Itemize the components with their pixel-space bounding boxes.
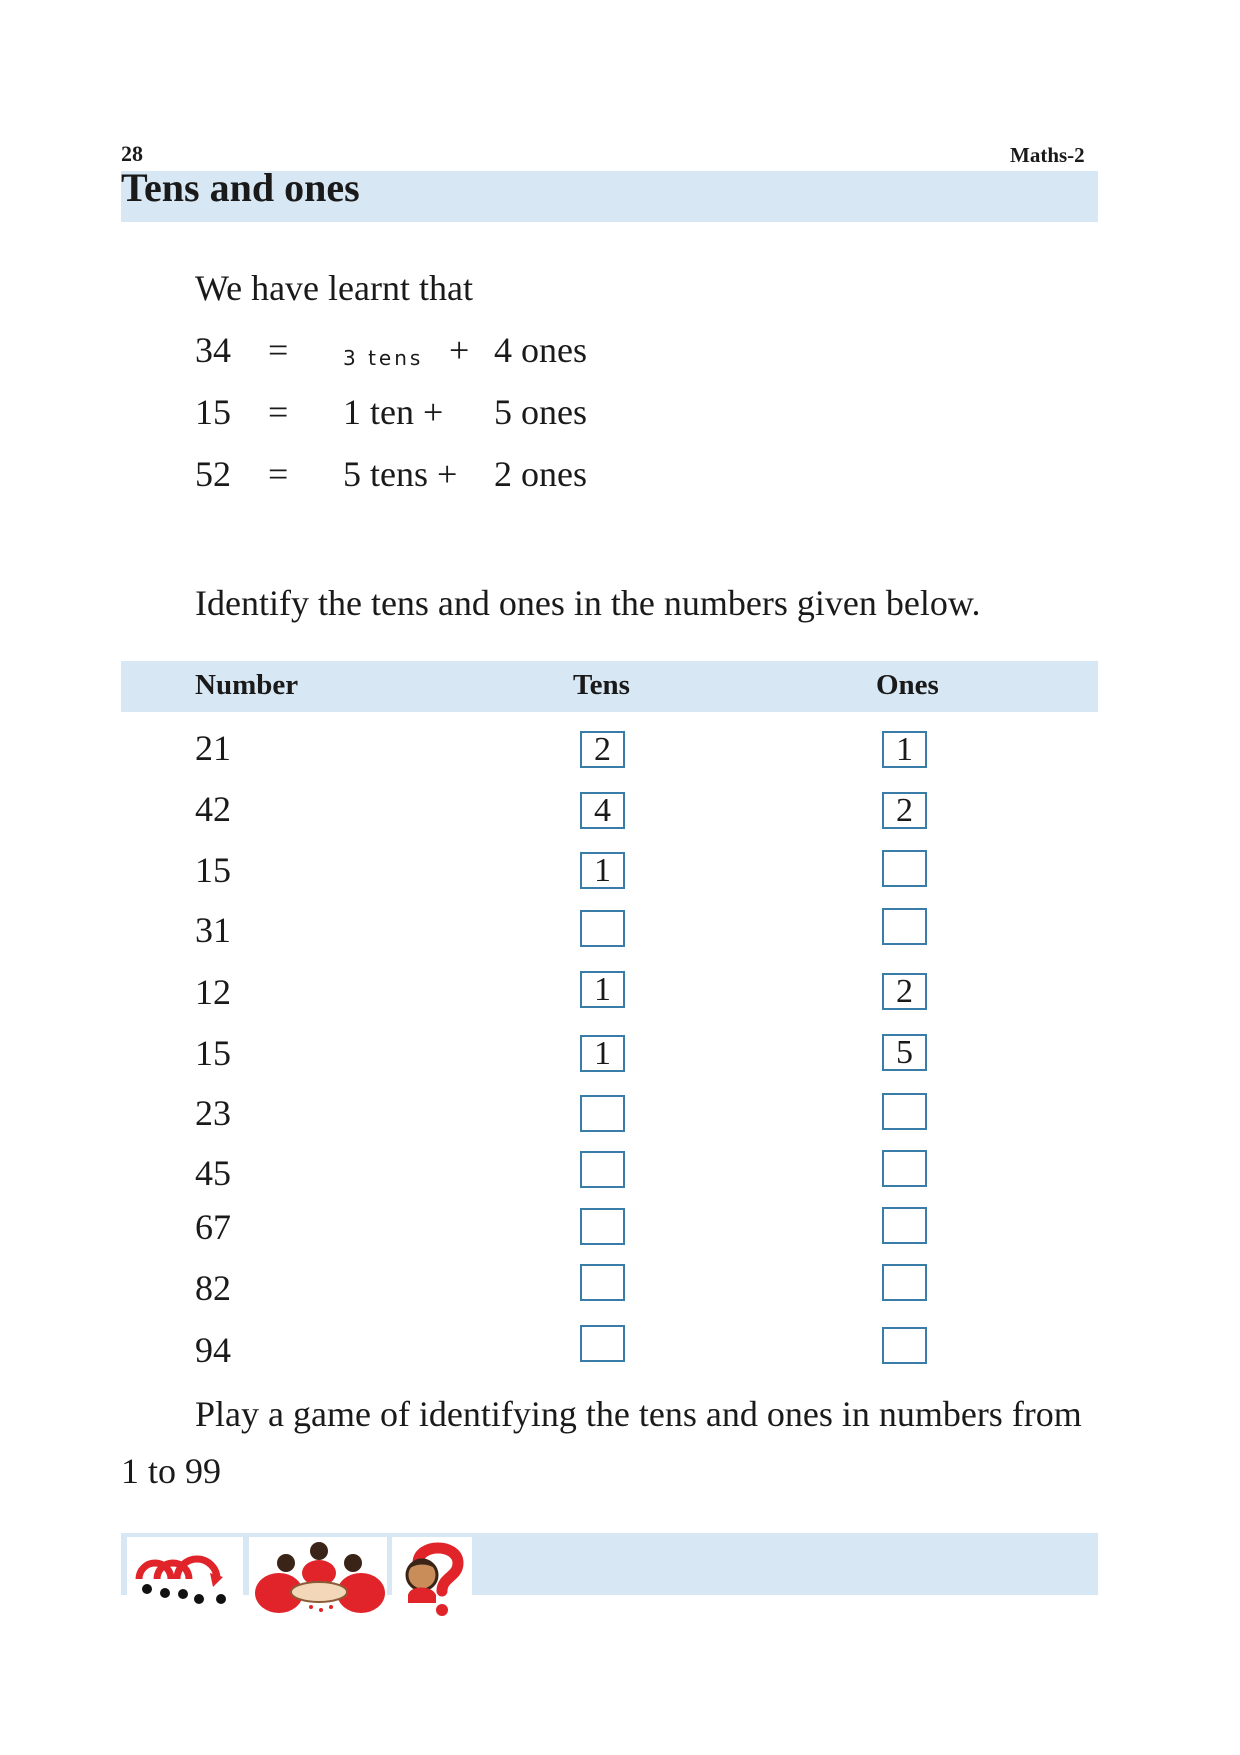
example-tens: 3 tens bbox=[343, 346, 424, 370]
column-header-ones: Ones bbox=[876, 669, 939, 701]
ones-answer-box[interactable] bbox=[882, 1150, 927, 1187]
ones-answer-box[interactable] bbox=[882, 1207, 927, 1244]
tens-answer-box[interactable]: 2 bbox=[580, 731, 625, 768]
tens-answer-box[interactable]: 1 bbox=[580, 971, 625, 1008]
row-number: 15 bbox=[195, 850, 231, 890]
ones-answer-box[interactable] bbox=[882, 1264, 927, 1301]
row-number: 15 bbox=[195, 1033, 231, 1073]
example-ones: 4 ones bbox=[494, 330, 587, 370]
ones-answer-box[interactable] bbox=[882, 850, 927, 887]
tens-answer-box[interactable] bbox=[580, 1095, 625, 1132]
row-number: 21 bbox=[195, 728, 231, 768]
equals-sign: = bbox=[268, 330, 289, 370]
tens-answer-box[interactable] bbox=[580, 1264, 625, 1301]
intro-text: We have learnt that bbox=[195, 268, 473, 308]
row-number: 31 bbox=[195, 910, 231, 950]
row-number: 82 bbox=[195, 1268, 231, 1308]
tens-answer-box[interactable] bbox=[580, 910, 625, 947]
ones-answer-box[interactable]: 1 bbox=[882, 731, 927, 768]
group-activity-icon bbox=[249, 1537, 387, 1617]
ones-answer-box[interactable] bbox=[882, 1093, 927, 1130]
row-number: 94 bbox=[195, 1330, 231, 1370]
column-header-tens: Tens bbox=[573, 669, 630, 701]
example-number: 15 bbox=[195, 392, 231, 432]
page-number: 28 bbox=[121, 141, 143, 166]
ones-answer-box[interactable]: 5 bbox=[882, 1034, 927, 1071]
equals-sign: = bbox=[268, 454, 289, 494]
row-number: 42 bbox=[195, 789, 231, 829]
activity-text-line1: Play a game of identifying the tens and ones in numbers from bbox=[195, 1394, 1082, 1434]
example-tens: 1 ten + bbox=[343, 392, 444, 432]
tens-answer-box[interactable] bbox=[580, 1208, 625, 1245]
row-number: 12 bbox=[195, 972, 231, 1012]
ones-answer-box[interactable] bbox=[882, 1327, 927, 1364]
activity-text-line2: 1 to 99 bbox=[121, 1451, 222, 1491]
row-number: 45 bbox=[195, 1153, 231, 1193]
counting-arcs-icon bbox=[127, 1537, 243, 1615]
column-header-number: Number bbox=[195, 669, 299, 701]
ones-answer-box[interactable]: 2 bbox=[882, 792, 927, 829]
example-number: 34 bbox=[195, 330, 231, 370]
ones-answer-box[interactable]: 2 bbox=[882, 973, 927, 1010]
tens-answer-box[interactable]: 1 bbox=[580, 1035, 625, 1072]
example-ones: 2 ones bbox=[494, 454, 587, 494]
example-number: 52 bbox=[195, 454, 231, 494]
example-tens: 5 tens + bbox=[343, 454, 458, 494]
plus-sign: + bbox=[449, 330, 470, 370]
tens-answer-box[interactable] bbox=[580, 1151, 625, 1188]
tens-answer-box[interactable] bbox=[580, 1325, 625, 1362]
ones-answer-box[interactable] bbox=[882, 908, 927, 945]
book-title: Maths-2 bbox=[1010, 143, 1085, 167]
example-ones: 5 ones bbox=[494, 392, 587, 432]
row-number: 23 bbox=[195, 1093, 231, 1133]
thinking-question-icon bbox=[392, 1537, 472, 1621]
section-title: Tens and ones bbox=[121, 165, 360, 210]
tens-answer-box[interactable]: 4 bbox=[580, 792, 625, 829]
row-number: 67 bbox=[195, 1207, 231, 1247]
equals-sign: = bbox=[268, 392, 289, 432]
instruction-text: Identify the tens and ones in the numbers given below. bbox=[195, 583, 981, 623]
tens-answer-box[interactable]: 1 bbox=[580, 852, 625, 889]
